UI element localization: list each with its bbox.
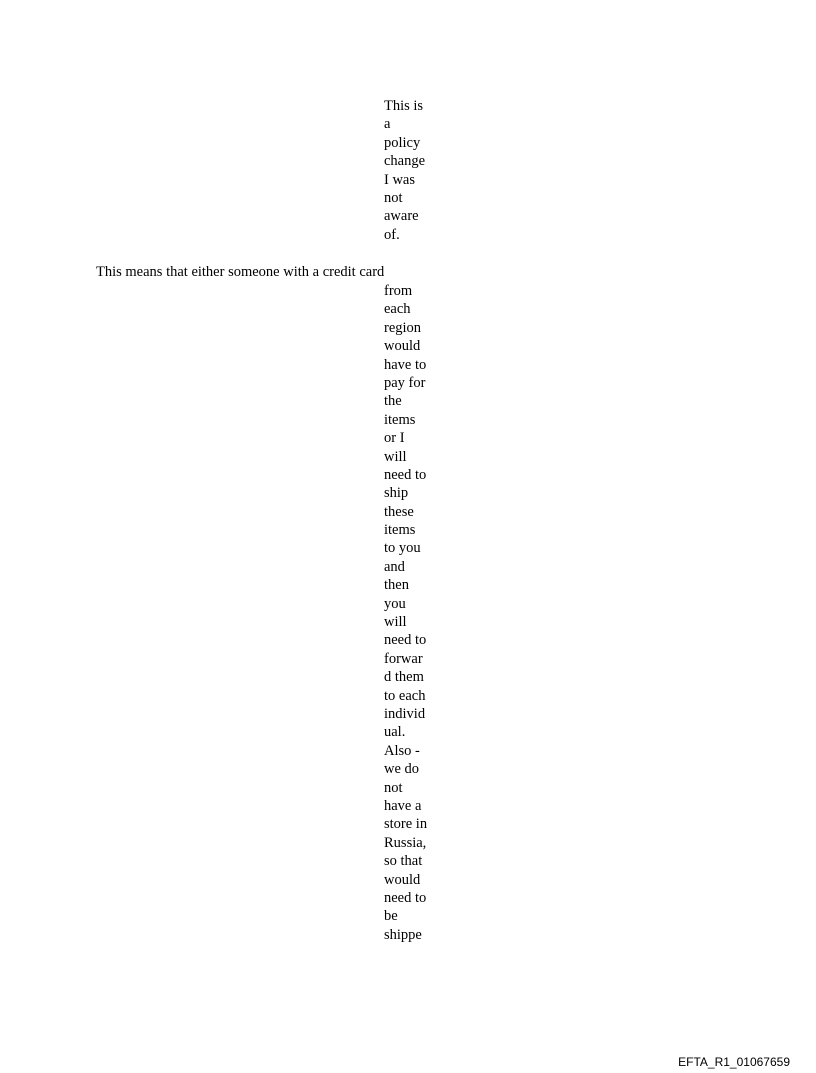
text-line: change [384, 153, 426, 170]
text-line: need to [384, 889, 427, 906]
text-line: store in [384, 816, 428, 833]
text-line: items [384, 411, 416, 428]
text-line: to each [384, 687, 426, 704]
text-line: items [384, 522, 416, 539]
text-line: shippe [384, 926, 422, 943]
text-line: and [384, 558, 405, 575]
text-line: we do [384, 761, 420, 778]
text-line: not [384, 779, 403, 796]
text-line: will [384, 448, 407, 465]
paragraph-policy-change [384, 97, 425, 244]
text-line: d them [384, 669, 424, 686]
text-line: Russia, [384, 834, 427, 851]
text-line: then [384, 577, 409, 594]
text-line: from [384, 283, 413, 299]
paragraph-shipping-continuation [384, 282, 427, 944]
text-line: I was [384, 171, 416, 188]
text-line: forwar [384, 650, 423, 667]
text-line: will [384, 614, 407, 631]
document-id-footer: EFTA_R1_01067659 [678, 1055, 790, 1069]
text-line: a [384, 116, 391, 133]
text-line: This is [384, 98, 424, 114]
text-line: pay for [384, 374, 426, 391]
text-line: need to [384, 632, 427, 649]
text-line: policy [384, 134, 421, 151]
text-line: would [384, 871, 421, 888]
text-line: or I [384, 430, 405, 447]
text-line: these [384, 503, 414, 520]
text-line: be [384, 908, 398, 925]
text-line: ual. [384, 724, 406, 741]
text-line: not [384, 189, 403, 206]
text-line: aware [384, 208, 419, 225]
text-line: of. [384, 226, 400, 243]
paragraph-shipping-lead-line: This means that either someone with a credit card [96, 264, 385, 280]
text-line: the [384, 393, 402, 410]
text-line: have a [384, 797, 422, 814]
text-line: Also - [384, 742, 420, 759]
text-line: need to [384, 466, 427, 483]
text-line: individ [384, 705, 426, 722]
text-line: you [384, 595, 406, 612]
text-line: to you [384, 540, 421, 557]
text-line: so that [384, 853, 423, 870]
text-line: would [384, 338, 421, 355]
text-line: each [384, 301, 411, 318]
text-line: ship [384, 485, 409, 502]
text-line: have to [384, 356, 427, 373]
text-line: region [384, 319, 422, 336]
